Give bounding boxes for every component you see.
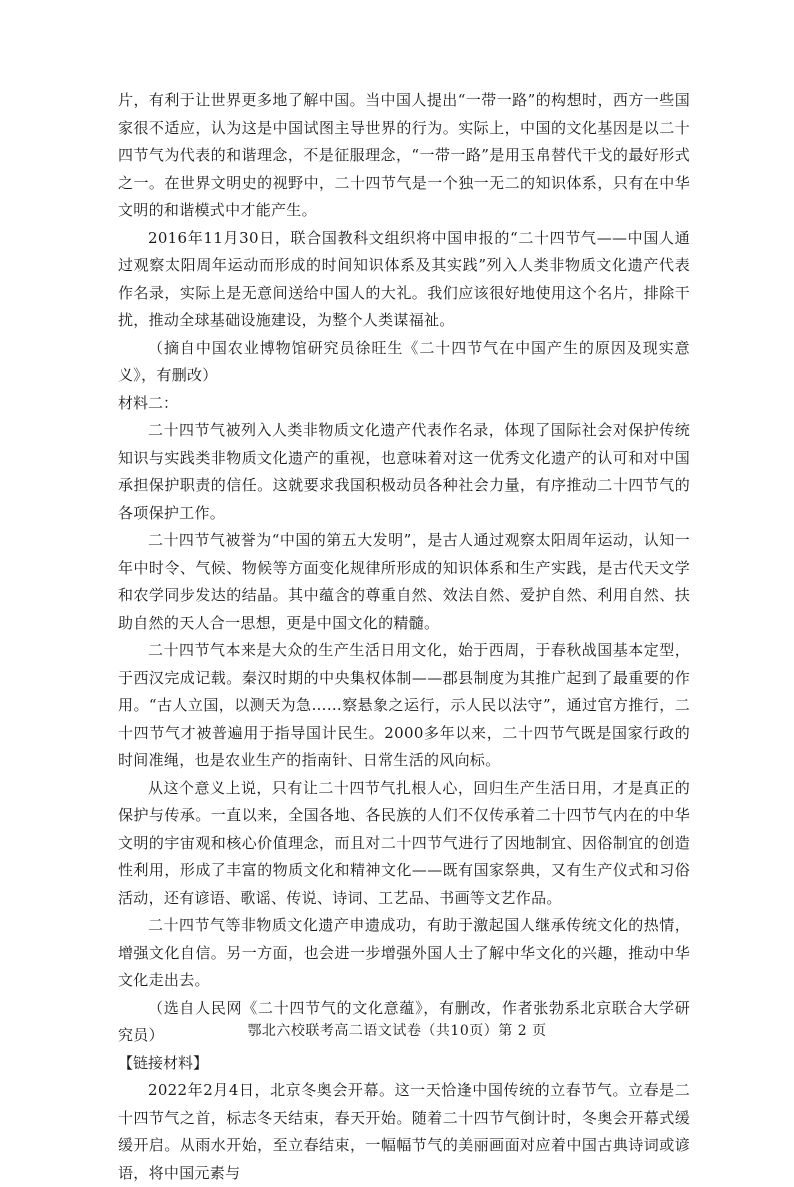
source-citation-1: （摘自中国农业博物馆研究员徐旺生《二十四节气在中国产生的原因及现实意义》，有删改） <box>118 338 690 384</box>
paragraph-protection: 二十四节气被列入人类非物质文化遗产代表作名录，体现了国际社会对保护传统知识与实践类非物质文化遗产的重视，也意味着对这一优秀文化遗产的认可和对中国承担保护职责的信任。这就要求我国积极动员各种社会力量，有序推动二十四节气的各项保护工作。 <box>118 421 690 522</box>
paragraph-history: 二十四节气本来是大众的生产生活日用文化，始于西周，于春秋战国基本定型，于西汉完成记载。秦汉时期的中央集权体制——郡县制度为其推广起到了最重要的作用。“古人立国，以测天为急……察悬象之运行，示人民以法守”，通过官方推行，二十四节气才被普遍用于指导国计民生。2000多年以来，二十四节气既是国家行政的时间准绳，也是农业生产的指南针、日常生活的风向标。 <box>118 641 690 769</box>
source-citation-2: （选自人民网《二十四节气的文化意蕴》，有删改，作者张勃系北京联合大学研究员） <box>118 998 690 1044</box>
paragraph-winter-olympics: 2022年2月4日，北京冬奥会开幕。这一天恰逢中国传统的立春节气。立春是二十四节气之首，标志冬天结束，春天开始。随着二十四节气倒计时，冬奥会开幕式缓缓开启。从雨水开始，至立春结束，一幅幅节气的美丽画面对应着中国古典诗词或谚语，将中国元素与 <box>118 1081 690 1182</box>
paragraph-2016-listing: 2016年11月30日，联合国教科文组织将中国申报的“二十四节气——中国人通过观察太阳周年运动而形成的时间知识体系及其实践”列入人类非物质文化遗产代表作名录，实际上是无意间送给中国人的大礼。我们应该很好地使用这个名片，排除干扰，推动全球基础设施建设，为整个人类谋福祉。 <box>118 228 690 329</box>
linked-material-heading: 【链接材料】 <box>118 1053 209 1072</box>
page-footer: 鄂北六校联考高二语文试卷（共10页）第 2 页 <box>247 1023 547 1039</box>
paragraph-continuation: 片，有利于让世界更多地了解中国。当中国人提出“一带一路”的构想时，西方一些国家很不适应，认为这是中国试图主导世界的行为。实际上，中国的文化基因是以二十四节气为代表的和谐理念，不是征服理念，“一带一路”是用玉帛替代干戈的最好形式之一。在世界文明史的视野中，二十四节气是一个独一无二的知识体系，只有在中华文明的和谐模式中才能产生。 <box>118 91 690 219</box>
paragraph-heritage-success: 二十四节气等非物质文化遗产申遗成功，有助于激起国人继承传统文化的热情，增强文化自信。另一方面，也会进一步增强外国人士了解中华文化的兴趣，推动中华文化走出去。 <box>118 916 690 989</box>
paragraph-fifth-invention: 二十四节气被誉为“中国的第五大发明”，是古人通过观察太阳周年运动，认知一年中时令、气候、物候等方面变化规律所形成的知识体系和生产实践，是古代天文学和农学同步发达的结晶。其中蕴含的尊重自然、效法自然、爱护自然、利用自然、扶助自然的天人合一思想，更是中国文化的精髓。 <box>118 531 690 632</box>
material-two-heading: 材料二： <box>118 393 179 412</box>
paragraph-inheritance: 从这个意义上说，只有让二十四节气扎根人心，回归生产生活日用，才是真正的保护与传承。一直以来，全国各地、各民族的人们不仅传承着二十四节气内在的中华文明的宇宙观和核心价值理念，而且对二十四节气进行了因地制宜、因俗制宜的创造性利用，形成了丰富的物质文化和精神文化——既有国家祭典，又有生产仪式和习俗活动，还有谚语、歌谣、传说、诗词、工艺品、书画等文艺作品。 <box>118 778 690 907</box>
